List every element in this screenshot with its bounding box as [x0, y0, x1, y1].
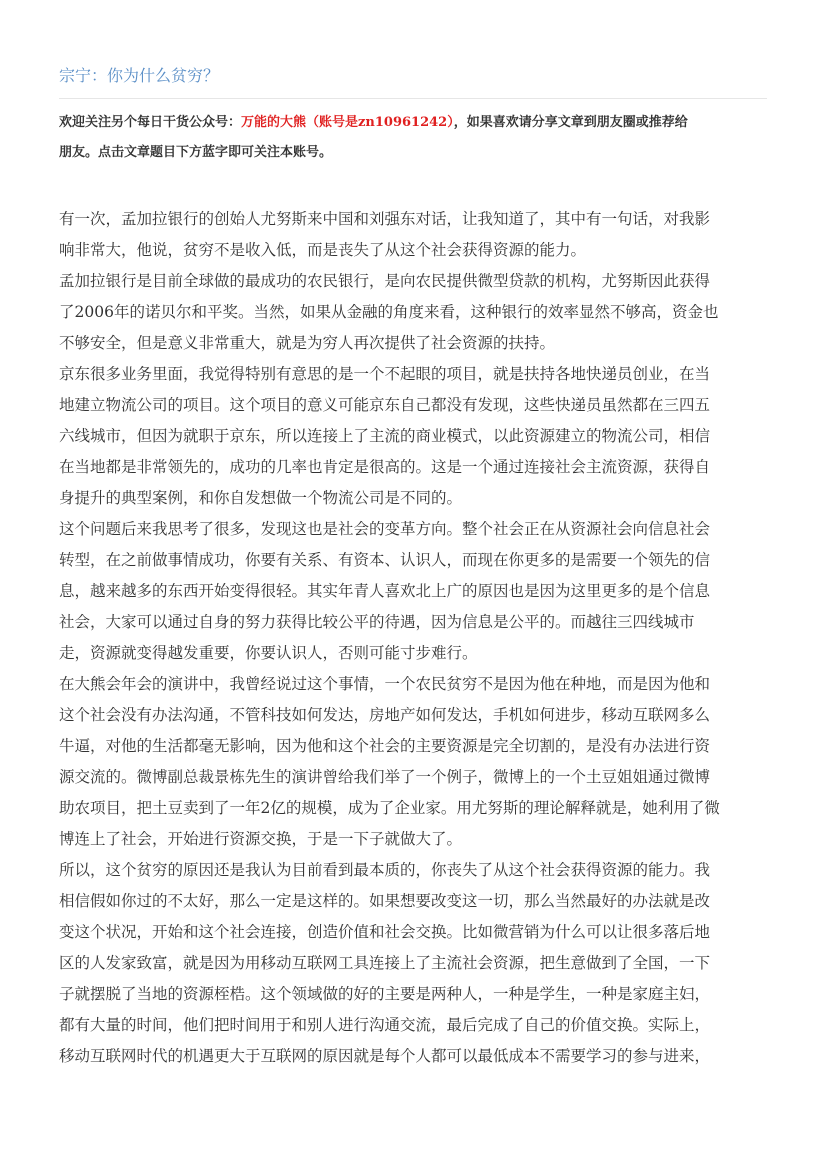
body-line: 息，越来越多的东西开始变得很轻。其实年青人喜欢北上广的原因也是因为这里更多的是个信息	[59, 582, 711, 600]
title-divider	[59, 98, 767, 99]
body-line: 这个问题后来我思考了很多，发现这也是社会的变革方向。整个社会正在从资源社会向信息社会	[59, 520, 711, 538]
body-line: 子就摆脱了当地的资源桎梏。这个领域做的好的主要是两种人，一种是学生，一种是家庭主妇，	[59, 985, 711, 1003]
follow-notice	[59, 108, 769, 168]
body-line: 博连上了社会，开始进行资源交换，于是一下子就做大了。	[59, 830, 463, 848]
notice-suffix: ，如果喜欢请分享文章到朋友圈或推荐给	[453, 115, 688, 130]
body-line: 响非常大，他说，贫穷不是收入低，而是丧失了从这个社会获得资源的能力。	[59, 241, 587, 259]
body-line: 社会，大家可以通过自身的努力获得比较公平的待遇，因为信息是公平的。而越往三四线城市	[59, 613, 695, 631]
body-line: 走，资源就变得越发重要，你要认识人，否则可能寸步难行。	[59, 644, 478, 662]
body-line: 相信假如你过的不太好，那么一定是这样的。如果想要改变这一切，那么当然最好的办法就是改	[59, 892, 711, 910]
notice-prefix: 欢迎关注另个每日干货公众号：	[59, 115, 242, 130]
body-line: 在当地都是非常领先的，成功的几率也肯定是很高的。这是一个通过连接社会主流资源，获得自	[59, 458, 711, 476]
notice-account-link[interactable]: 万能的大熊（账号是zn10961242）	[241, 115, 454, 130]
body-line: 孟加拉银行是目前全球做的最成功的农民银行，是向农民提供微型贷款的机构，尤努斯因此获得	[59, 272, 711, 290]
body-line: 六线城市，但因为就职于京东，所以连接上了主流的商业模式，以此资源建立的物流公司，相信	[59, 427, 711, 445]
body-line: 移动互联网时代的机遇更大于互联网的原因就是每个人都可以最低成本不需要学习的参与进来，	[59, 1047, 711, 1065]
body-line: 了2006年的诺贝尔和平奖。当然，如果从金融的角度来看，这种银行的效率显然不够高，资金也	[59, 303, 719, 321]
body-line: 身提升的典型案例，和你自发想做一个物流公司是不同的。	[59, 489, 463, 507]
body-line: 所以，这个贫穷的原因还是我认为目前看到最本质的，你丧失了从这个社会获得资源的能力。我	[59, 861, 711, 879]
body-line: 区的人发家致富，就是因为用移动互联网工具连接上了主流社会资源，把生意做到了全国，一下	[59, 954, 711, 972]
notice-line-2: 朋友。点击文章题目下方蓝字即可关注本账号。	[59, 145, 333, 160]
body-line: 这个社会没有办法沟通，不管科技如何发达，房地产如何发达，手机如何进步，移动互联网多么	[59, 706, 711, 724]
article-body	[59, 204, 769, 1072]
body-line: 地建立物流公司的项目。这个项目的意义可能京东自己都没有发现，这些快递员虽然都在三四五	[59, 396, 711, 414]
body-line: 助农项目，把土豆卖到了一年2亿的规模，成为了企业家。用尤努斯的理论解释就是，她利用了微	[59, 799, 720, 817]
body-line: 变这个状况，开始和这个社会连接，创造价值和社会交换。比如微营销为什么可以让很多落后地	[59, 923, 711, 941]
body-line: 转型，在之前做事情成功，你要有关系、有资本、认识人，而现在你更多的是需要一个领先的信	[59, 551, 711, 569]
body-line: 不够安全，但是意义非常重大，就是为穷人再次提供了社会资源的扶持。	[59, 334, 556, 352]
body-line: 在大熊会年会的演讲中，我曾经说过这个事情，一个农民贫穷不是因为他在种地，而是因为他和	[59, 675, 711, 693]
article-title: 宗宁：你为什么贫穷？	[59, 66, 220, 85]
body-line: 有一次，孟加拉银行的创始人尤努斯来中国和刘强东对话，让我知道了，其中有一句话，对我影	[59, 210, 711, 228]
body-line: 源交流的。微博副总裁景栋先生的演讲曾给我们举了一个例子，微博上的一个土豆姐姐通过微博	[59, 768, 711, 786]
body-line: 京东很多业务里面，我觉得特别有意思的是一个不起眼的项目，就是扶持各地快递员创业，在当	[59, 365, 711, 383]
body-line: 都有大量的时间，他们把时间用于和别人进行沟通交流，最后完成了自己的价值交换。实际上，	[59, 1016, 711, 1034]
body-line: 牛逼，对他的生活都毫无影响，因为他和这个社会的主要资源是完全切割的，是没有办法进行资	[59, 737, 711, 755]
